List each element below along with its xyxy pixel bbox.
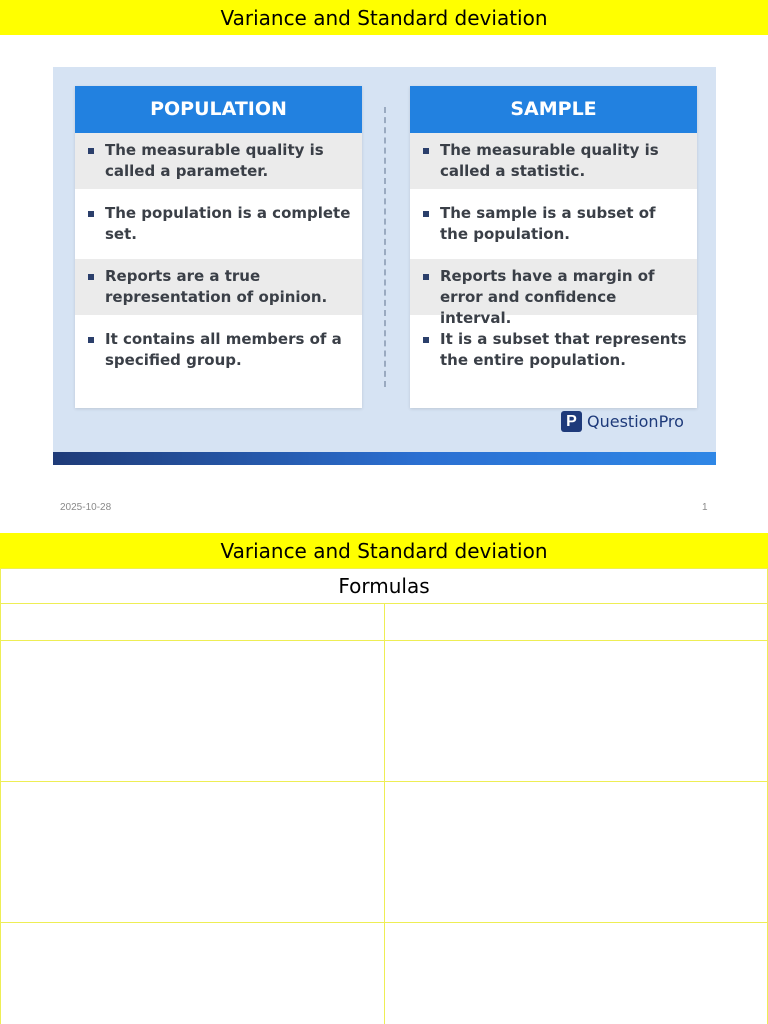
table-heading: Formulas bbox=[1, 569, 768, 604]
bullet-icon bbox=[423, 148, 429, 154]
bullet-icon bbox=[423, 337, 429, 343]
table-cell bbox=[1, 782, 385, 923]
questionpro-logo-icon: P bbox=[561, 411, 582, 432]
brand-name: QuestionPro bbox=[587, 411, 684, 431]
questionpro-logo bbox=[561, 409, 684, 433]
table-cell bbox=[1, 641, 385, 782]
bullet-icon bbox=[88, 337, 94, 343]
table-cell bbox=[1, 604, 385, 641]
table-cell bbox=[384, 782, 768, 923]
slide-page-number: 1 bbox=[702, 502, 708, 513]
bullet-icon bbox=[423, 274, 429, 280]
sample-column bbox=[410, 86, 697, 408]
gradient-bar bbox=[53, 452, 716, 465]
bullet-icon bbox=[88, 274, 94, 280]
sample-item: It is a subset that represents the entire population. bbox=[410, 315, 697, 388]
population-header: POPULATION bbox=[75, 86, 362, 133]
sample-header: SAMPLE bbox=[410, 86, 697, 133]
dashed-divider bbox=[384, 107, 386, 387]
sample-item: The measurable quality is called a statistic. bbox=[410, 133, 697, 189]
bullet-icon bbox=[423, 211, 429, 217]
population-item: The population is a complete set. bbox=[75, 189, 362, 259]
table-cell bbox=[1, 923, 385, 1024]
bullet-icon bbox=[88, 148, 94, 154]
slide-date: 2025-10-28 bbox=[60, 502, 112, 513]
population-item: It contains all members of a specified group. bbox=[75, 315, 362, 388]
table-cell bbox=[384, 923, 768, 1024]
population-column bbox=[75, 86, 362, 408]
table-cell bbox=[384, 604, 768, 641]
population-item: Reports are a true representation of opinion. bbox=[75, 259, 362, 315]
sample-item: The sample is a subset of the population. bbox=[410, 189, 697, 259]
formulas-table bbox=[0, 568, 768, 1024]
table-cell bbox=[384, 641, 768, 782]
sample-item: Reports have a margin of error and confidence interval. bbox=[410, 259, 697, 315]
population-vs-sample-infographic bbox=[53, 67, 716, 465]
bullet-icon bbox=[88, 211, 94, 217]
slide-title: Variance and Standard deviation bbox=[0, 533, 768, 568]
slide-title: Variance and Standard deviation bbox=[0, 0, 768, 35]
population-item: The measurable quality is called a parameter. bbox=[75, 133, 362, 189]
